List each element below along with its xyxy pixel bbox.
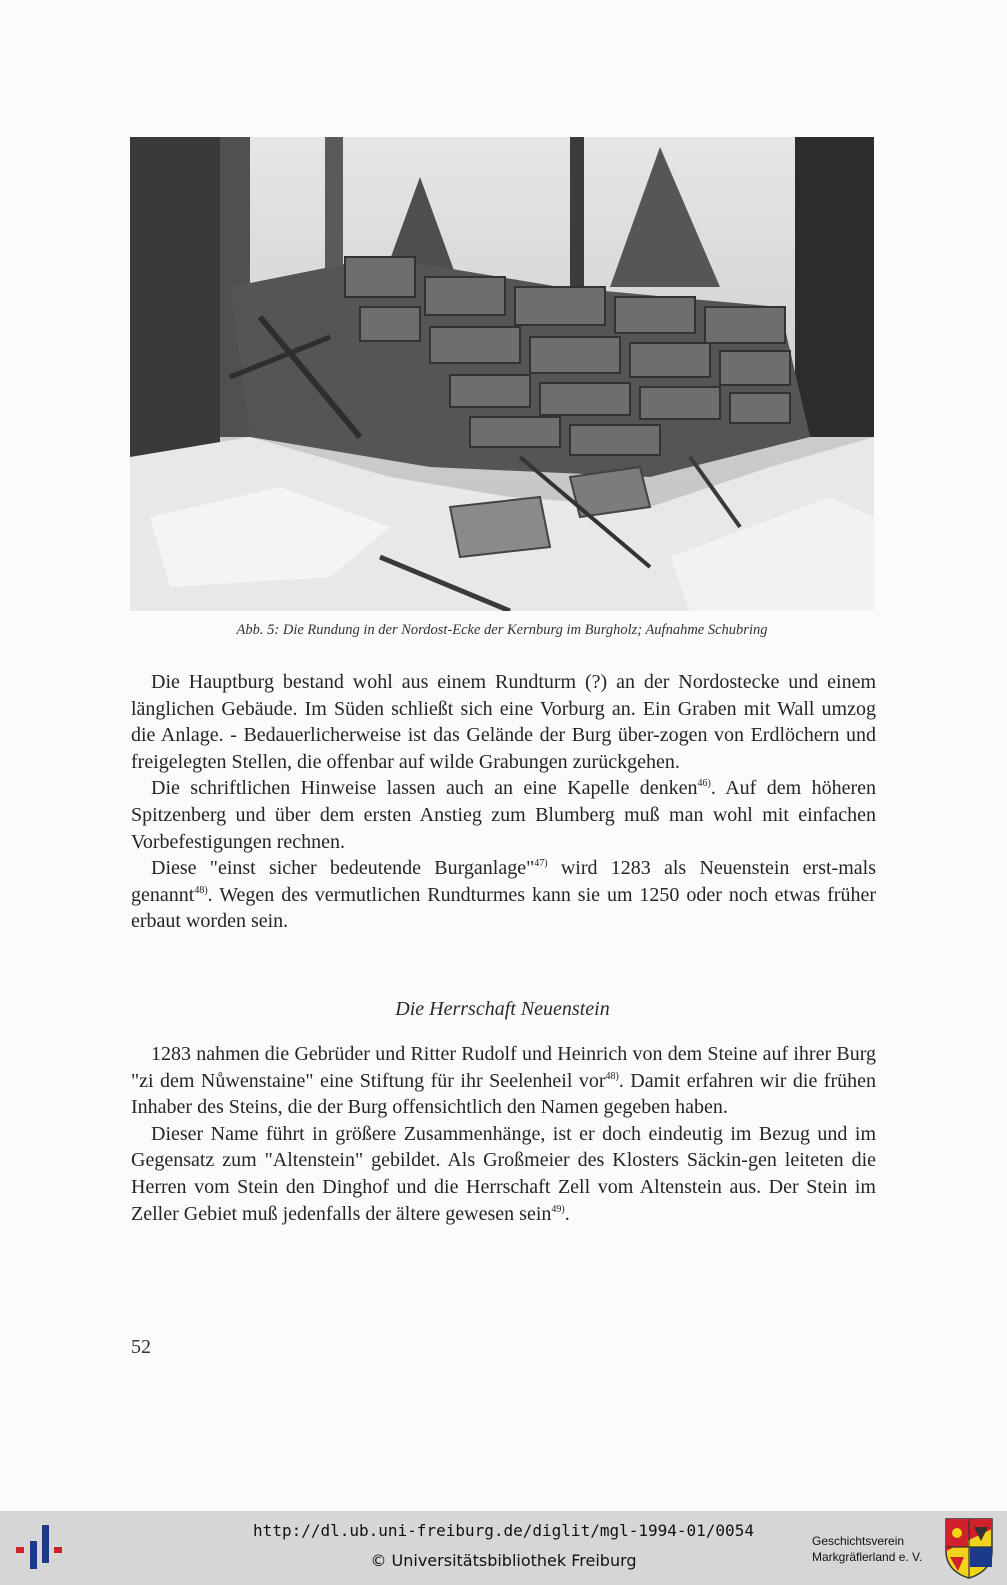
figure-caption: Abb. 5: Die Rundung in der Nordost-Ecke der Kernburg im Burgholz; Aufnahme Schubring	[236, 622, 768, 638]
section-heading: Die Herrschaft Neuenstein	[395, 998, 610, 1020]
footnote-ref: 48)	[194, 884, 208, 896]
footnote-ref: 47)	[534, 858, 548, 870]
paragraph	[131, 669, 876, 775]
paragraph	[131, 855, 876, 935]
copyright-notice: © Universitätsbibliothek Freiburg	[370, 1551, 637, 1570]
paragraph-text: . Auf dem höheren Spitzenberg und über dem ersten Anstieg zum Blumberg muß man wohl mit einfachen Vorbefestigungen rechnen.	[131, 777, 876, 853]
footnote-ref: 46)	[697, 778, 711, 790]
permalink-url[interactable]: http://dl.ub.uni-freiburg.de/diglit/mgl-1994-01/0054	[253, 1521, 754, 1540]
paragraph-text: wird 1283 als Neuenstein erst-mals genannt	[131, 857, 876, 906]
paragraph-text: Dieser Name führt in größere Zusammenhänge, ist er doch eindeutig im Bezug und im Gegensatz zum "Altenstein" gebildet. Als Großmeier des Klosters Säckin-gen leiteten die Herren vom Stein den Dinghof und die Herrschaft Zell vom Altenstein aus. Der Stein im Zeller Gebiet muß jedenfalls der ältere gewesen sein	[131, 1122, 876, 1225]
section-1-text	[131, 669, 876, 935]
society-name-line: Markgräflerland e. V.	[812, 1550, 923, 1564]
paragraph-text: . Damit erfahren wir die frühen Inhaber des Steins, die der Burg offensichtlich den Namen gegeben haben.	[131, 1069, 876, 1119]
paragraph-text: Diese "einst sicher bedeutende Burganlage"	[151, 857, 535, 880]
coat-of-arms-icon[interactable]	[944, 1517, 994, 1579]
footnote-ref: 49)	[551, 1203, 565, 1215]
paragraph	[131, 775, 876, 855]
footer-bar	[0, 1511, 1007, 1585]
paragraph	[131, 1121, 876, 1227]
footnote-ref: 48)	[605, 1070, 619, 1082]
society-name-line: Geschichtsverein	[812, 1534, 905, 1548]
castle-ruin-photo	[130, 137, 874, 611]
paragraph-text: Die schriftlichen Hinweise lassen auch an eine Kapelle denken	[151, 777, 698, 800]
page-number: 52	[131, 1336, 151, 1358]
paragraph-text: . Wegen des vermutlichen Rundturmes kann sie um 1250 oder noch etwas früher erbaut worden sein.	[131, 883, 876, 933]
paragraph-text: .	[564, 1202, 570, 1225]
paragraph-text: 1283 nahmen die Gebrüder und Ritter Rudolf und Heinrich von dem Steine auf ihrer Burg "zi dem Nůwenstaine" eine Stiftung für ihr Seelenheil vor	[131, 1043, 876, 1092]
paragraph	[131, 1041, 876, 1121]
society-name	[812, 1533, 922, 1565]
paragraph-text: Die Hauptburg bestand wohl aus einem Rundturm (?) an der Nordostecke und einem länglichen Gebäude. Im Süden schließt sich eine Vorburg an. Ein Graben mit Wall umzog die Anlage. - Bedauerlicherweise ist das Gelände der Burg über-zogen von Erdlöchern und freigelegten Stellen, die offenbar auf wilde Grabungen zurückgehen.	[131, 671, 876, 773]
section-2-text	[131, 1041, 876, 1227]
